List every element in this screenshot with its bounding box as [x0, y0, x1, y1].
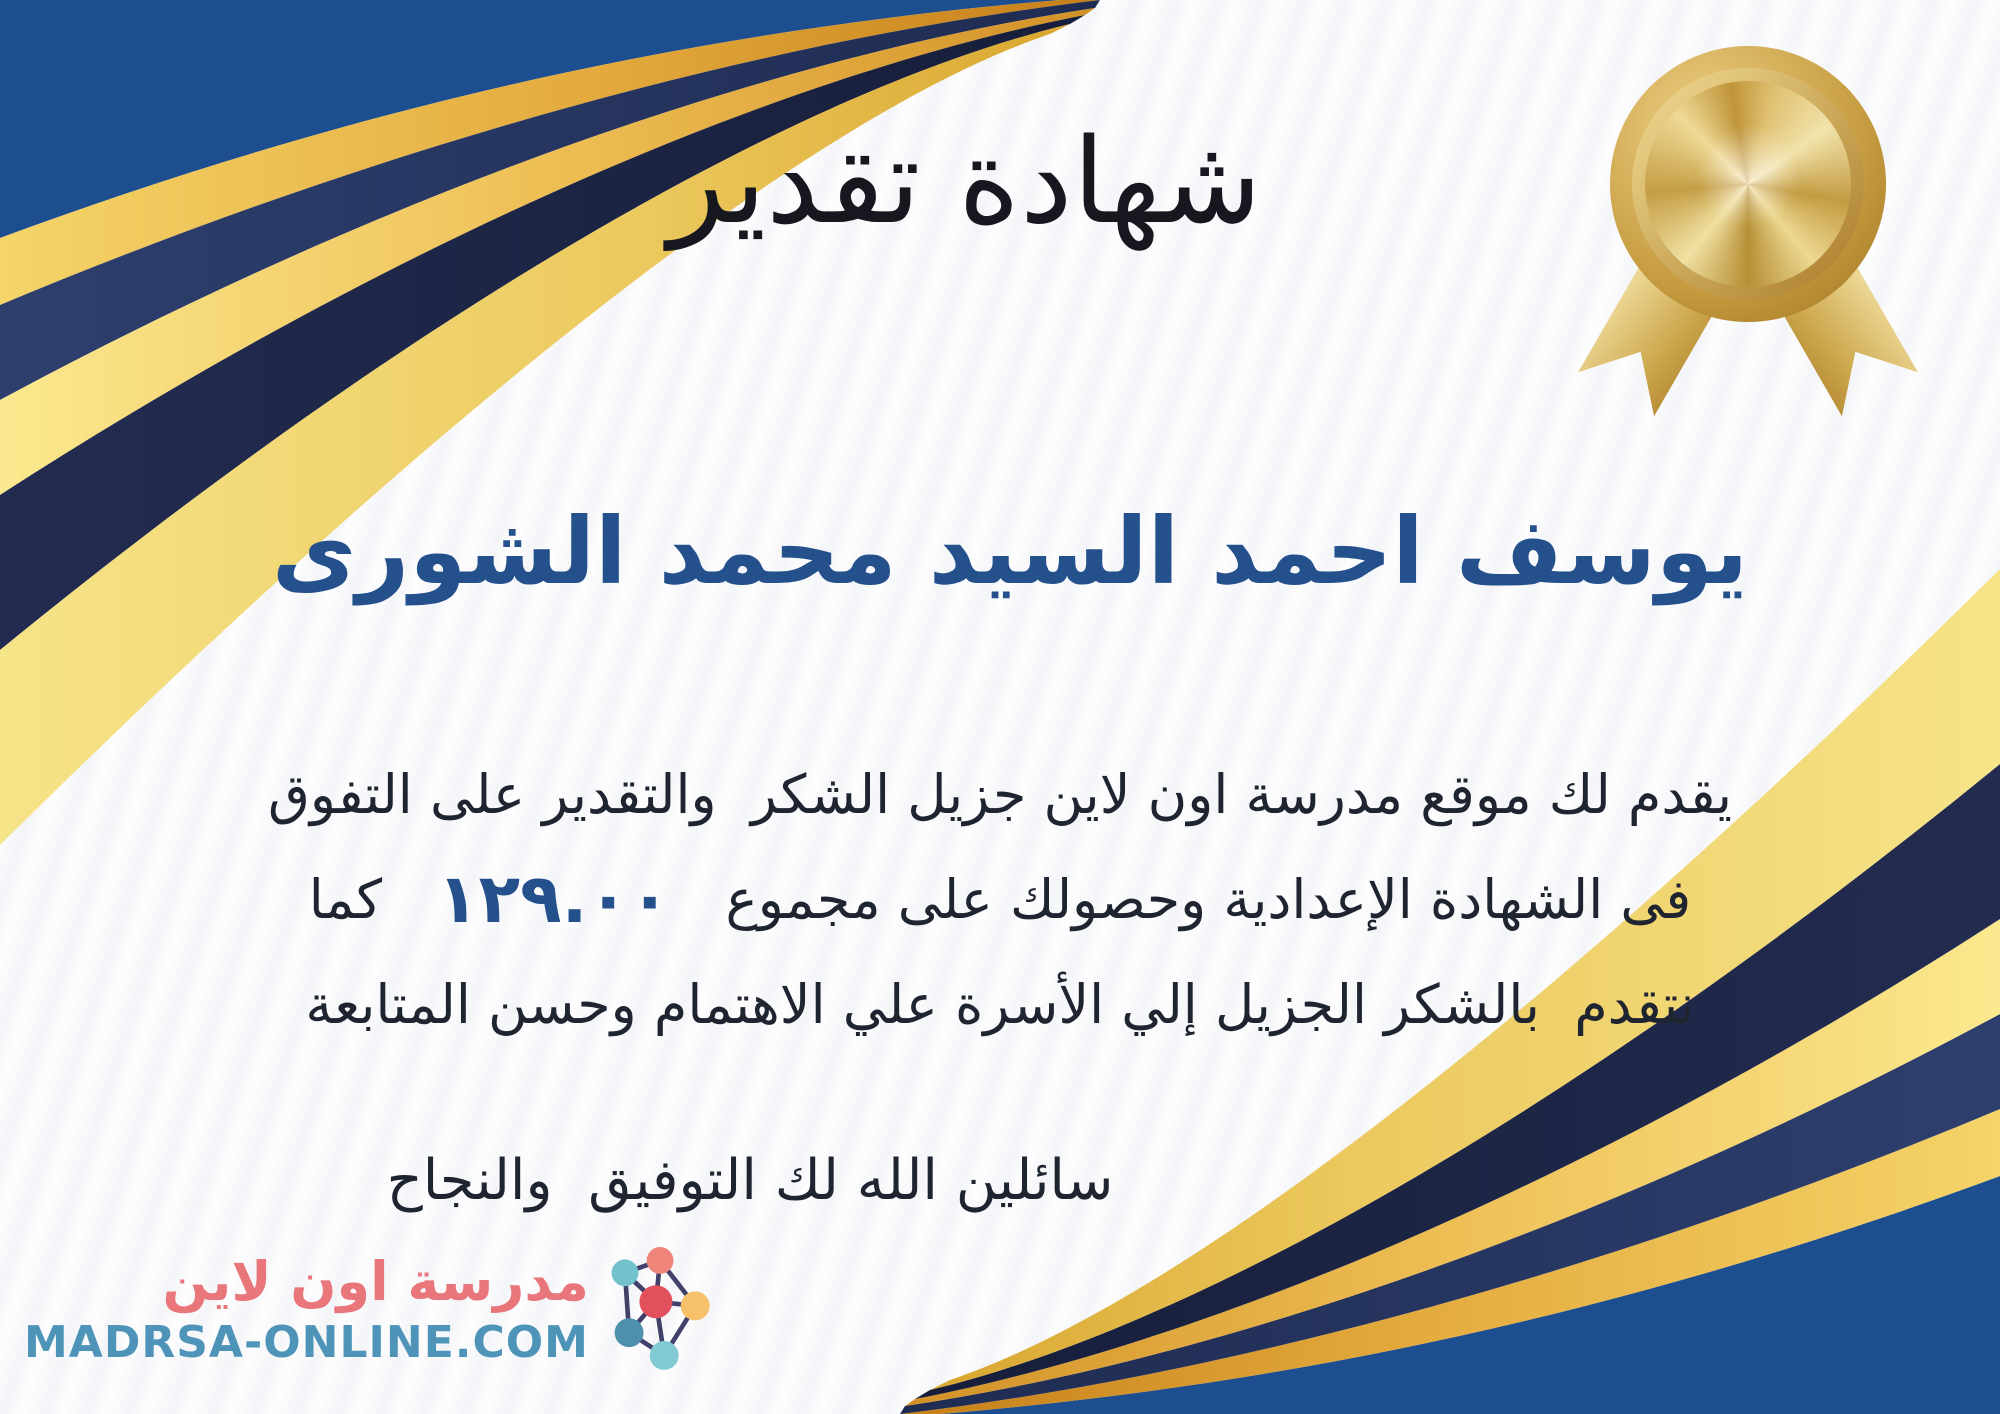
logo-domain: MADRSA-ONLINE.COM	[24, 1317, 589, 1368]
logo-text	[24, 1249, 589, 1371]
score-value: ١٢٩.٠٠	[437, 860, 671, 939]
body-line-1: يقدم لك موقع مدرسة اون لاين جزيل الشكر والتقدير على التفوق	[267, 763, 1733, 826]
certificate-body	[40, 742, 1960, 1057]
closing-line: سائلين الله لك التوفيق والنجاح	[386, 1148, 1114, 1213]
student-name: يوسف احمد السيد محمد الشورى	[271, 498, 1749, 605]
network-graph-icon	[605, 1246, 711, 1374]
certificate-title: شهادة تقدير	[668, 112, 1262, 250]
body-line-2	[40, 847, 1960, 952]
body-line-2-text: فى الشهادة الإعدادية وحصولك على مجموع	[725, 868, 1692, 931]
logo-arabic-name: مدرسة اون لاين	[162, 1250, 589, 1313]
body-line-3: نتقدم بالشكر الجزيل إلي الأسرة علي الاهتمام وحسن المتابعة	[305, 973, 1695, 1036]
body-line-2-tail: كما	[308, 868, 383, 931]
site-logo	[24, 1246, 711, 1374]
